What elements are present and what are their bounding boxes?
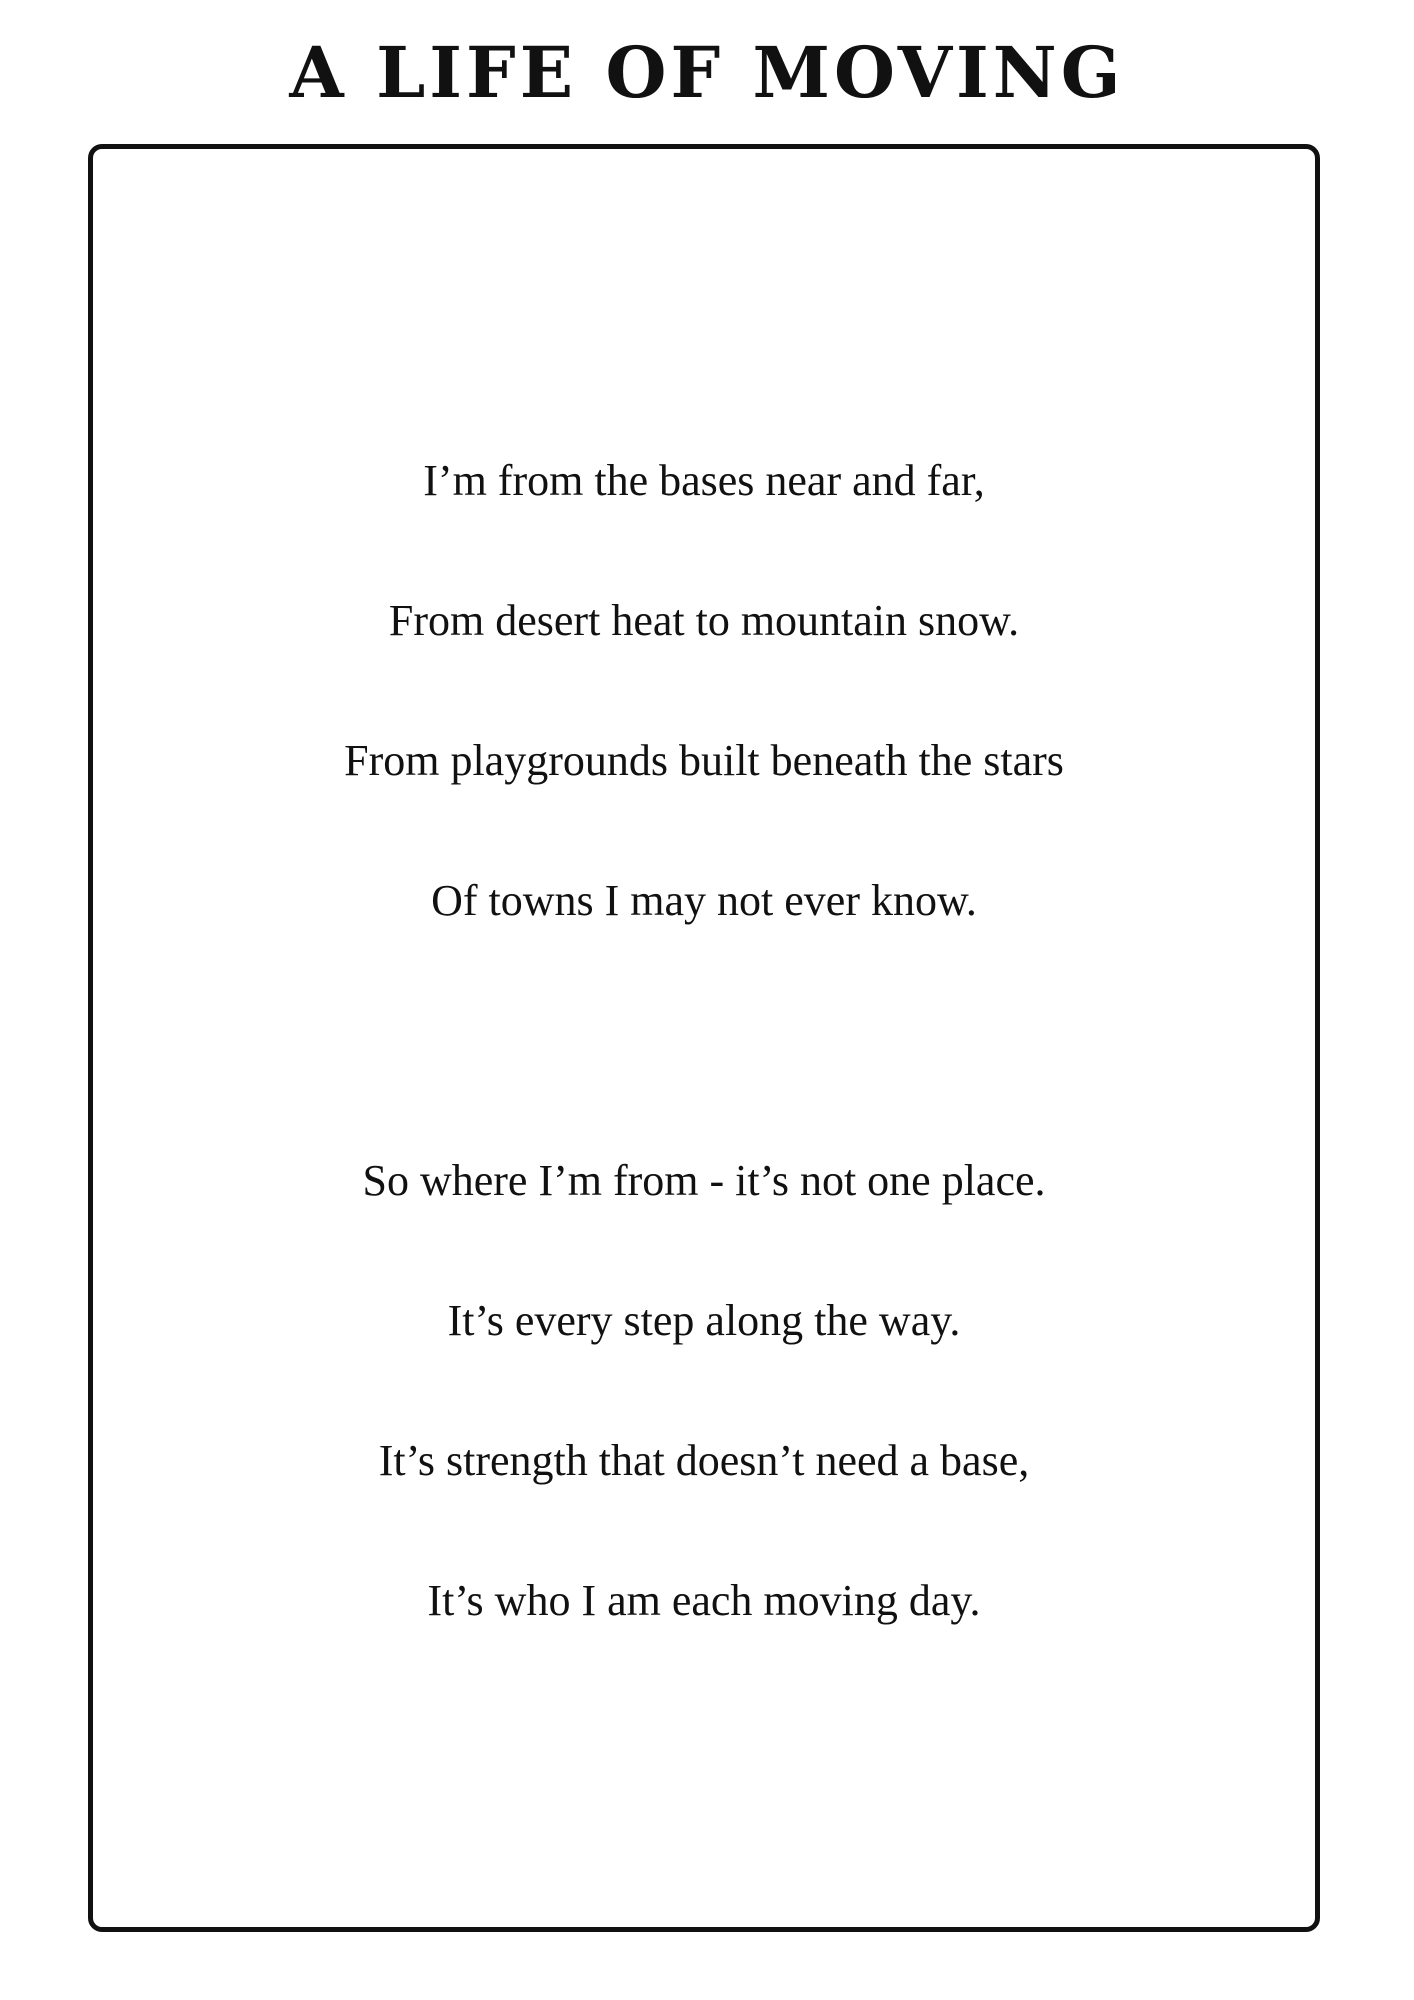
- poem-line: It’s every step along the way.: [447, 1296, 961, 1345]
- poem-line: I’m from the bases near and far,: [423, 456, 985, 505]
- page-title: A LIFE OF MOVING: [289, 31, 1125, 114]
- stanza-2: [93, 1111, 1315, 1671]
- poem-frame: [88, 144, 1320, 1932]
- poem-line: So where I’m from - it’s not one place.: [362, 1156, 1046, 1205]
- poem-line: From playgrounds built beneath the stars: [344, 736, 1064, 785]
- stanza-1: [93, 411, 1315, 971]
- poem-line: It’s who I am each moving day.: [427, 1576, 981, 1625]
- poem-line: From desert heat to mountain snow.: [388, 596, 1020, 645]
- poem-line: Of towns I may not ever know.: [431, 876, 977, 925]
- poem-line: It’s strength that doesn’t need a base,: [378, 1436, 1030, 1485]
